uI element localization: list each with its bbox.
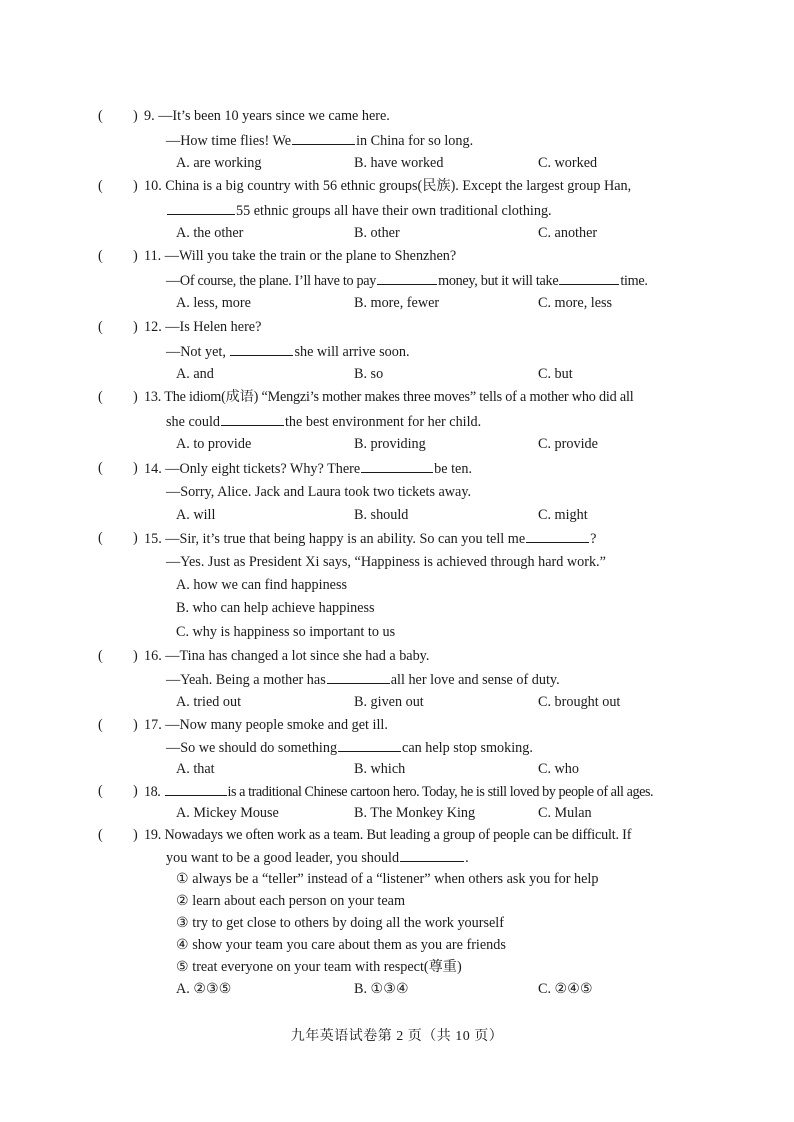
question-stem [144, 176, 631, 196]
question-text: —Is Helen here? [165, 319, 262, 335]
option-a[interactable]: A. Mickey Mouse [176, 805, 279, 821]
answer-paren-close: ) [133, 717, 138, 733]
text-segment: all her love and sense of duty. [390, 672, 560, 688]
answer-blank[interactable] [221, 411, 284, 426]
question-number-text: 13. [144, 389, 162, 405]
option-a[interactable]: A. to provide [176, 436, 252, 452]
option-b[interactable]: B. given out [354, 694, 424, 710]
question-number-text: 10. [144, 178, 162, 194]
answer-paren-close: ) [133, 108, 138, 124]
question-number-text: 16. [144, 648, 162, 664]
option-a[interactable]: A. how we can find happiness [176, 577, 347, 593]
question-line-2 [166, 341, 410, 362]
text-segment: —Not yet, [166, 344, 226, 360]
option-b[interactable]: B. more, fewer [354, 295, 440, 311]
option-c[interactable]: C. ②④⑤ [538, 981, 593, 997]
answer-blank[interactable] [292, 130, 355, 145]
question-stem [144, 317, 261, 337]
option-b[interactable]: B. ①③④ [354, 981, 409, 997]
text-segment: . [465, 850, 469, 866]
answer-paren-close: ) [133, 248, 138, 264]
answer-paren-open: ( [98, 248, 103, 264]
question-number [144, 106, 390, 126]
question-line-2 [166, 669, 560, 690]
option-c[interactable]: C. worked [538, 155, 598, 171]
answer-blank[interactable] [400, 847, 464, 862]
question-number-text: 11. [144, 248, 162, 264]
answer-paren-open: ( [98, 108, 103, 124]
answer-paren-open: ( [98, 319, 103, 335]
text-segment: in China for so long. [356, 133, 474, 149]
option-a[interactable]: A. tried out [176, 694, 242, 710]
answer-paren-close: ) [133, 783, 138, 799]
question-line-2 [166, 270, 648, 291]
answer-paren-open: ( [98, 530, 103, 546]
question-stem [144, 528, 596, 549]
text-segment: —So we should do something [166, 740, 338, 756]
option-c[interactable]: C. another [538, 225, 598, 241]
answer-paren-open: ( [98, 827, 103, 843]
option-a[interactable]: A. ②③⑤ [176, 981, 232, 997]
text-segment: you want to be a good leader, you should [166, 850, 400, 866]
text-segment: she will arrive soon. [294, 344, 410, 360]
answer-paren-close: ) [133, 389, 138, 405]
question-number-text: 12. [144, 319, 162, 335]
option-c[interactable]: C. provide [538, 436, 598, 452]
option-a[interactable]: A. and [176, 366, 214, 382]
text-segment: the best environment for her child. [284, 414, 482, 430]
answer-blank[interactable] [165, 781, 227, 796]
text-segment: she could [166, 414, 220, 430]
option-c[interactable]: C. more, less [538, 295, 613, 311]
answer-blank[interactable] [526, 528, 589, 543]
answer-blank[interactable] [167, 200, 235, 215]
question-stem [144, 715, 388, 735]
question-text: —Tina has changed a lot since she had a baby. [165, 648, 430, 664]
answer-paren-open: ( [98, 783, 103, 799]
option-a[interactable]: A. will [176, 507, 216, 523]
question-text: —Sir, it’s true that being happy is an ability. So can you tell me [165, 531, 526, 547]
option-b[interactable]: B. other [354, 225, 400, 241]
option-a[interactable]: A. the other [176, 225, 244, 241]
option-b[interactable]: B. who can help achieve happiness [176, 600, 375, 616]
answer-paren-open: ( [98, 648, 103, 664]
answer-paren-close: ) [133, 827, 138, 843]
question-line-2 [166, 737, 533, 758]
question-text: is a traditional Chinese cartoon hero. Today, he is still loved by people of all ages. [227, 784, 654, 800]
question-text: China is a big country with 56 ethnic groups(民族). Except the largest group Han, [165, 178, 632, 194]
answer-paren-open: ( [98, 460, 103, 476]
answer-blank[interactable] [377, 270, 437, 285]
text-segment: ? [590, 531, 597, 547]
answer-paren-close: ) [133, 178, 138, 194]
question-line-2 [166, 411, 481, 432]
question-stem [144, 646, 429, 666]
answer-paren-close: ) [133, 530, 138, 546]
question-stem [144, 458, 472, 479]
question-line-2 [166, 847, 469, 868]
question-line-2: —Sorry, Alice. Jack and Laura took two tickets away. [166, 484, 472, 500]
text-segment: —Yeah. Being a mother has [166, 672, 326, 688]
answer-paren-close: ) [133, 460, 138, 476]
option-a[interactable]: A. that [176, 761, 215, 777]
option-b[interactable]: B. so [354, 366, 384, 382]
statement-2: ② learn about each person on your team [176, 893, 405, 909]
option-c[interactable]: C. but [538, 366, 573, 382]
text-segment: 55 ethnic groups all have their own traditional clothing. [236, 203, 552, 219]
option-c[interactable]: C. who [538, 761, 579, 777]
option-a[interactable]: A. are working [176, 155, 262, 171]
option-b[interactable]: B. The Monkey King [354, 805, 476, 821]
question-number-text: 19. [144, 827, 162, 843]
option-a[interactable]: A. less, more [176, 295, 251, 311]
answer-blank[interactable] [559, 270, 619, 285]
option-c[interactable]: C. might [538, 507, 588, 523]
question-text: The idiom(成语) “Mengzi’s mother makes three moves” tells of a mother who did all [164, 389, 634, 405]
question-line-2 [166, 130, 473, 151]
question-number-text: 9. [144, 108, 155, 124]
question-number-text: 18. [144, 784, 161, 800]
answer-paren-close: ) [133, 648, 138, 664]
answer-paren-open: ( [98, 389, 103, 405]
option-b[interactable]: B. have worked [354, 155, 444, 171]
answer-blank[interactable] [361, 458, 433, 473]
question-text: —Now many people smoke and get ill. [165, 717, 388, 733]
page-footer: 九年英语试卷第 2 页（共 10 页） [290, 1029, 504, 1044]
answer-blank[interactable] [327, 669, 390, 684]
option-c[interactable]: C. brought out [538, 694, 621, 710]
answer-blank[interactable] [338, 737, 401, 752]
text-segment: be ten. [434, 461, 472, 477]
answer-paren-open: ( [98, 178, 103, 194]
text-segment: —How time flies! We [166, 133, 292, 149]
question-text: —Will you take the train or the plane to Shenzhen? [164, 248, 457, 264]
question-text: —It’s been 10 years since we came here. [158, 108, 390, 124]
question-stem [144, 246, 456, 266]
statement-5: ⑤ treat everyone on your team with respect(尊重) [176, 959, 462, 975]
answer-paren-close: ) [133, 319, 138, 335]
question-text: Nowadays we often work as a team. But leading a group of people can be difficult. If [164, 827, 632, 843]
question-stem [144, 387, 633, 407]
option-b[interactable]: B. should [354, 507, 409, 523]
question-line-2: —Yes. Just as President Xi says, “Happiness is achieved through hard work.” [166, 554, 606, 570]
text-segment: time. [620, 273, 648, 289]
question-stem [144, 825, 631, 845]
question-number-text: 17. [144, 717, 162, 733]
question-text: —Only eight tickets? Why? There [165, 461, 361, 477]
statement-1: ① always be a “teller” instead of a “listener” when others ask you for help [176, 871, 599, 887]
text-segment: money, but it will take [438, 273, 559, 289]
question-number-text: 15. [144, 531, 162, 547]
question-number-text: 14. [144, 461, 162, 477]
text-segment: —Of course, the plane. I’ll have to pay [166, 273, 377, 289]
question-line-2 [166, 200, 552, 221]
option-b[interactable]: B. providing [354, 436, 426, 452]
question-stem [144, 781, 653, 802]
text-segment: can help stop smoking. [402, 740, 533, 756]
statement-4: ④ show your team you care about them as you are friends [176, 937, 506, 953]
answer-blank[interactable] [230, 341, 293, 356]
option-c[interactable]: C. Mulan [538, 805, 592, 821]
option-b[interactable]: B. which [354, 761, 406, 777]
option-c[interactable]: C. why is happiness so important to us [176, 624, 396, 640]
statement-3: ③ try to get close to others by doing all the work yourself [176, 915, 504, 931]
answer-paren-open: ( [98, 717, 103, 733]
